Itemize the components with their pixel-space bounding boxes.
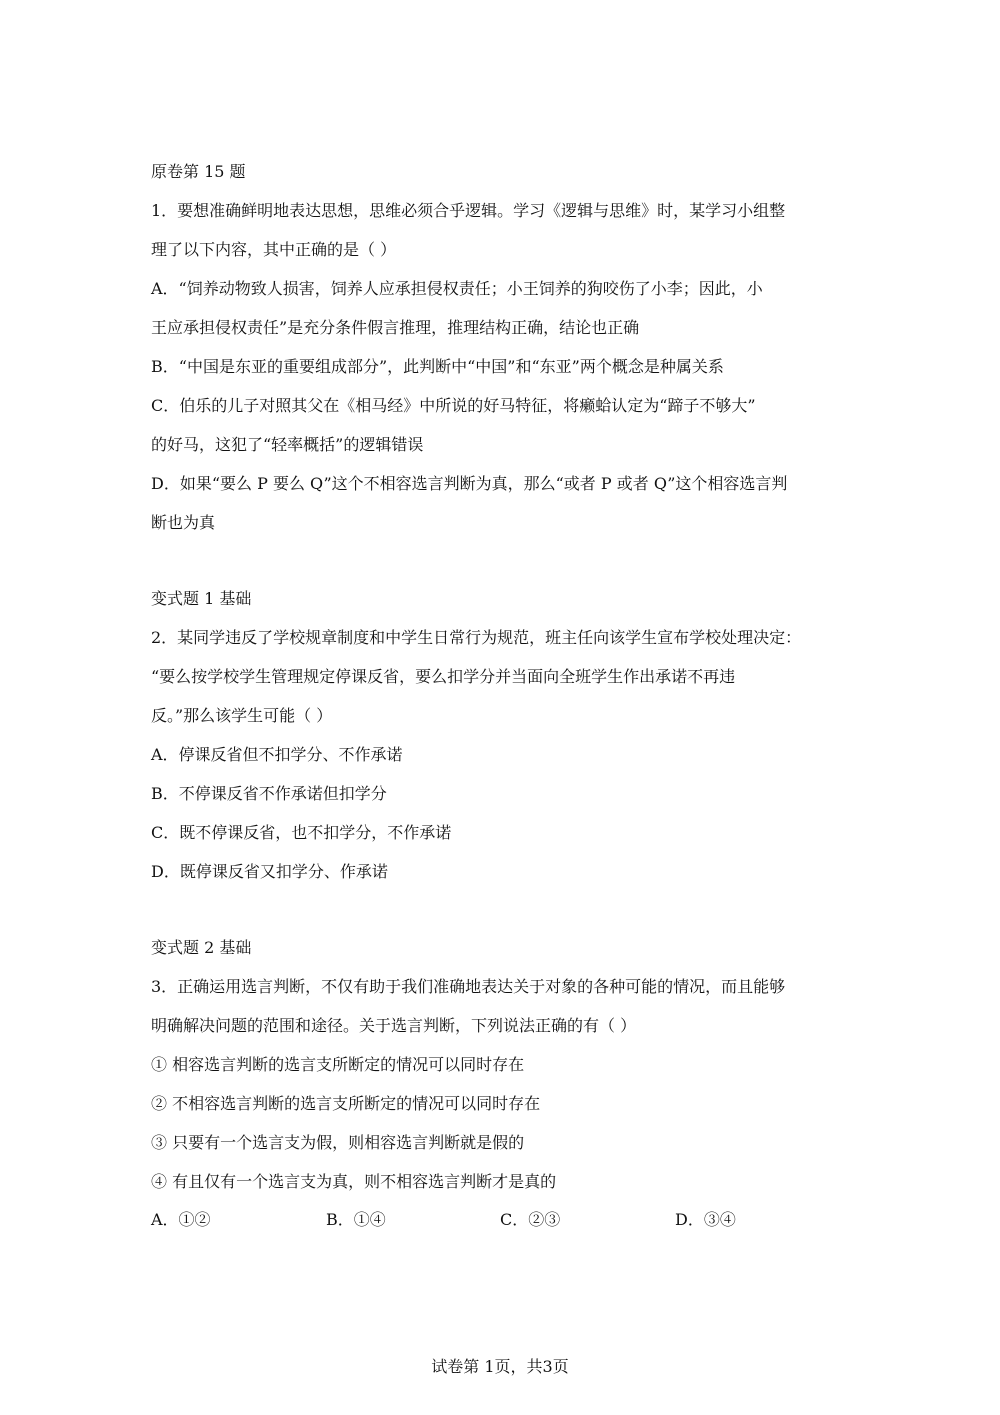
- question-1-option-d-line-1: D．如果“要么 P 要么 Q”这个不相容选言判断为真，那么“或者 P 或者 Q”这个相容选言判: [151, 474, 788, 493]
- question-3-statement-1: ① 相容选言判断的选言支所断定的情况可以同时存在: [151, 1055, 525, 1074]
- question-2-option-d: D．既停课反省又扣学分、作承诺: [151, 862, 388, 881]
- question-2-option-a: A．停课反省但不扣学分、不作承诺: [151, 745, 403, 764]
- question-2-option-b: B．不停课反省不作承诺但扣学分: [151, 784, 387, 803]
- question-1-option-c-line-1: C．伯乐的儿子对照其父在《相马经》中所说的好马特征，将癞蛤认定为“蹄子不够大”: [151, 396, 756, 415]
- question-3-stem-line-1: 3．正确运用选言判断，不仅有助于我们准确地表达关于对象的各种可能的情况，而且能够: [151, 977, 786, 996]
- question-3-option-b: B．①④: [326, 1210, 386, 1229]
- question-1-option-a-line-1: A．“饲养动物致人损害，饲养人应承担侵权责任；小王饲养的狗咬伤了小李；因此，小: [151, 279, 763, 298]
- page-footer: 试卷第 1页，共3页: [431, 1357, 569, 1376]
- question-2-stem-line-2: “要么按学校学生管理规定停课反省，要么扣学分并当面向全班学生作出承诺不再违: [151, 667, 736, 686]
- question-3-options-row: [151, 1210, 851, 1230]
- question-2-stem-line-3: 反。”那么该学生可能（ ）: [151, 706, 333, 725]
- question-3-statement-2: ② 不相容选言判断的选言支所断定的情况可以同时存在: [151, 1094, 541, 1113]
- question-2-stem-line-1: 2．某同学违反了学校规章制度和中学生日常行为规范，班主任向该学生宣布学校处理决定：: [151, 628, 802, 647]
- question-3-stem-line-2: 明确解决问题的范围和途径。关于选言判断，下列说法正确的有（ ）: [151, 1016, 637, 1035]
- question-2-option-c: C．既不停课反省，也不扣学分，不作承诺: [151, 823, 452, 842]
- section-heading-original: 原卷第 15 题: [151, 162, 246, 181]
- question-1-option-c-line-2: 的好马，这犯了“轻率概括”的逻辑错误: [151, 435, 424, 454]
- question-1-option-a-line-2: 王应承担侵权责任”是充分条件假言推理，推理结构正确，结论也正确: [151, 318, 640, 337]
- question-1-option-b: B．“中国是东亚的重要组成部分”，此判断中“中国”和“东亚”两个概念是种属关系: [151, 357, 724, 376]
- question-3-option-c: C．②③: [500, 1210, 561, 1229]
- section-heading-variant-2: 变式题 2 基础: [151, 938, 252, 957]
- question-3-option-a: A．①②: [151, 1210, 211, 1229]
- question-1-stem-line-1: 1．要想准确鲜明地表达思想，思维必须合乎逻辑。学习《逻辑与思维》时，某学习小组整: [151, 201, 786, 220]
- question-3-option-d: D．③④: [675, 1210, 736, 1229]
- question-3-statement-3: ③ 只要有一个选言支为假，则相容选言判断就是假的: [151, 1133, 525, 1152]
- question-1-option-d-line-2: 断也为真: [151, 513, 216, 532]
- section-heading-variant-1: 变式题 1 基础: [151, 589, 252, 608]
- question-1-stem-line-2: 理了以下内容，其中正确的是（ ）: [151, 240, 397, 259]
- question-3-statement-4: ④ 有且仅有一个选言支为真，则不相容选言判断才是真的: [151, 1172, 557, 1191]
